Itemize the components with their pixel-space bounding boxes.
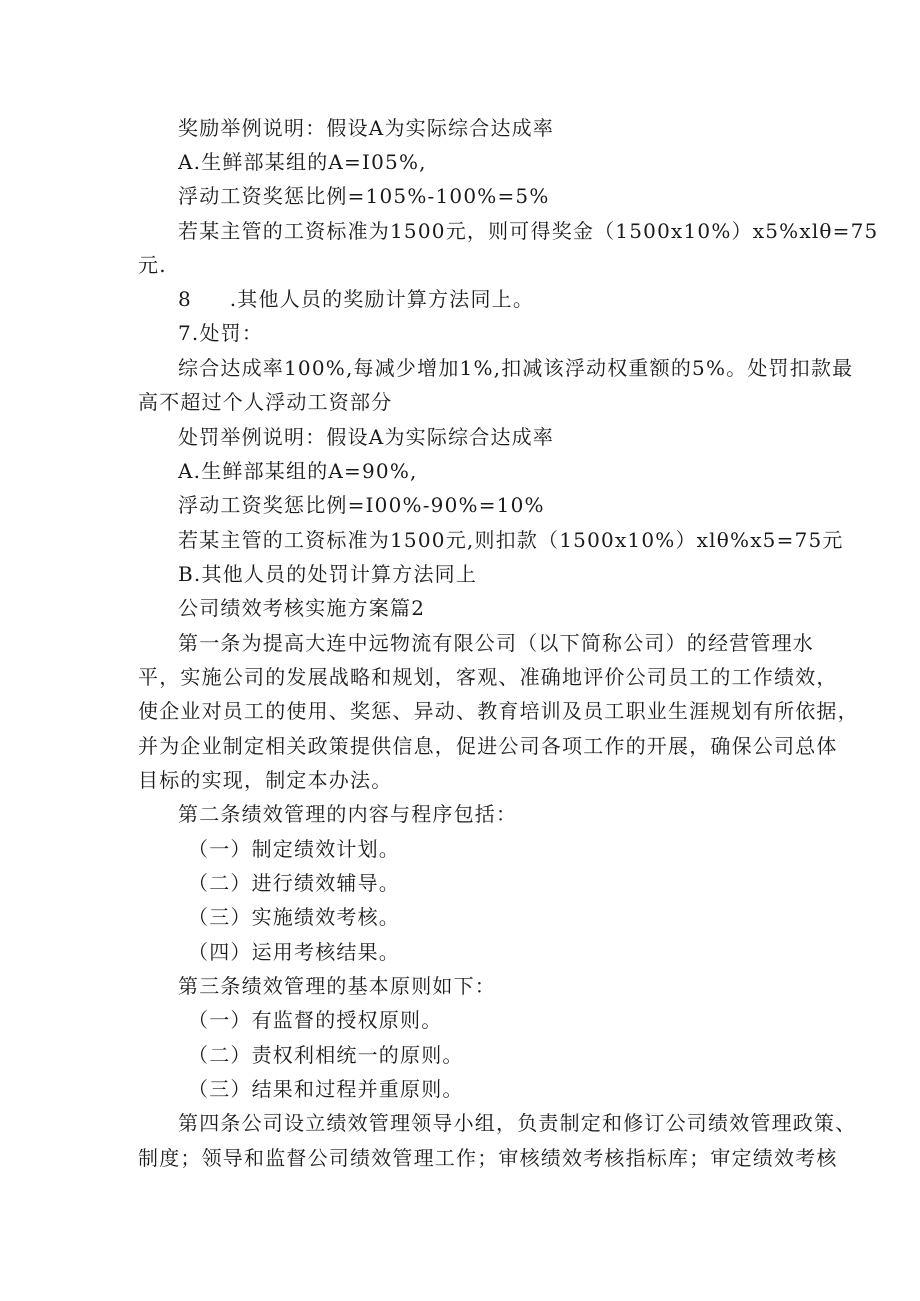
list-item: （一）有监督的授权原则。	[188, 1008, 443, 1032]
text-line: A.生鲜部某组的A=90%,	[178, 459, 418, 483]
list-item: （三）实施绩效考核。	[188, 905, 400, 929]
list-item: （二）责权利相统一的原则。	[188, 1043, 464, 1067]
text-line: A.生鲜部某组的A=I05%,	[178, 150, 427, 174]
text-line: 浮动工资奖惩比例=I00%-90%=10%	[178, 493, 545, 517]
text-line: 并为企业制定相关政策提供信息，促进公司各项工作的开展，确保公司总体	[138, 734, 838, 758]
text-line: 第三条绩效管理的基本原则如下：	[178, 974, 496, 998]
text-line: 第一条为提高大连中远物流有限公司（以下简称公司）的经营管理水	[178, 631, 814, 655]
text-line: 7.处罚：	[178, 321, 264, 345]
text-line: 制度；领导和监督公司绩效管理工作；审核绩效考核指标库；审定绩效考核	[138, 1146, 838, 1170]
text-line: 8 .其他人员的奖励计算方法同上。	[178, 287, 535, 311]
text-line: 若某主管的工资标准为1500元，则可得奖金（1500x10%）x5%xlθ=75	[178, 219, 879, 243]
text-line: 处罚举例说明：假设A为实际综合达成率	[178, 425, 555, 449]
list-item: （一）制定绩效计划。	[188, 837, 400, 861]
text-line: 综合达成率100%,每减少增加1%,扣减该浮动权重额的5%。处罚扣款最	[178, 356, 854, 380]
text-line: 奖励举例说明：假设A为实际综合达成率	[178, 116, 555, 140]
text-line: 第四条公司设立绩效管理领导小组，负责制定和修订公司绩效管理政策、	[178, 1111, 857, 1135]
text-line: 平，实施公司的发展战略和规划，客观、准确地评价公司员工的工作绩效，	[138, 665, 838, 689]
text-line: B.其他人员的处罚计算方法同上	[178, 562, 478, 586]
list-item: （二）进行绩效辅导。	[188, 871, 400, 895]
text-line: 第二条绩效管理的内容与程序包括：	[178, 802, 518, 826]
text-line: 浮动工资奖惩比例=105%-100%=5%	[178, 184, 550, 208]
text-line: 高不超过个人浮动工资部分	[138, 390, 393, 414]
text-line: 若某主管的工资标准为1500元,则扣款（1500x10%）xlθ%x5=75元	[178, 528, 844, 552]
text-line: 元.	[138, 253, 167, 277]
text-line: 使企业对员工的使用、奖惩、异动、教育培训及员工职业生涯规划有所依据，	[138, 699, 859, 723]
section-heading: 公司绩效考核实施方案篇2	[178, 596, 426, 620]
text-line: 目标的实现，制定本办法。	[138, 768, 393, 792]
list-item: （三）结果和过程并重原则。	[188, 1077, 464, 1101]
list-item: （四）运用考核结果。	[188, 940, 400, 964]
